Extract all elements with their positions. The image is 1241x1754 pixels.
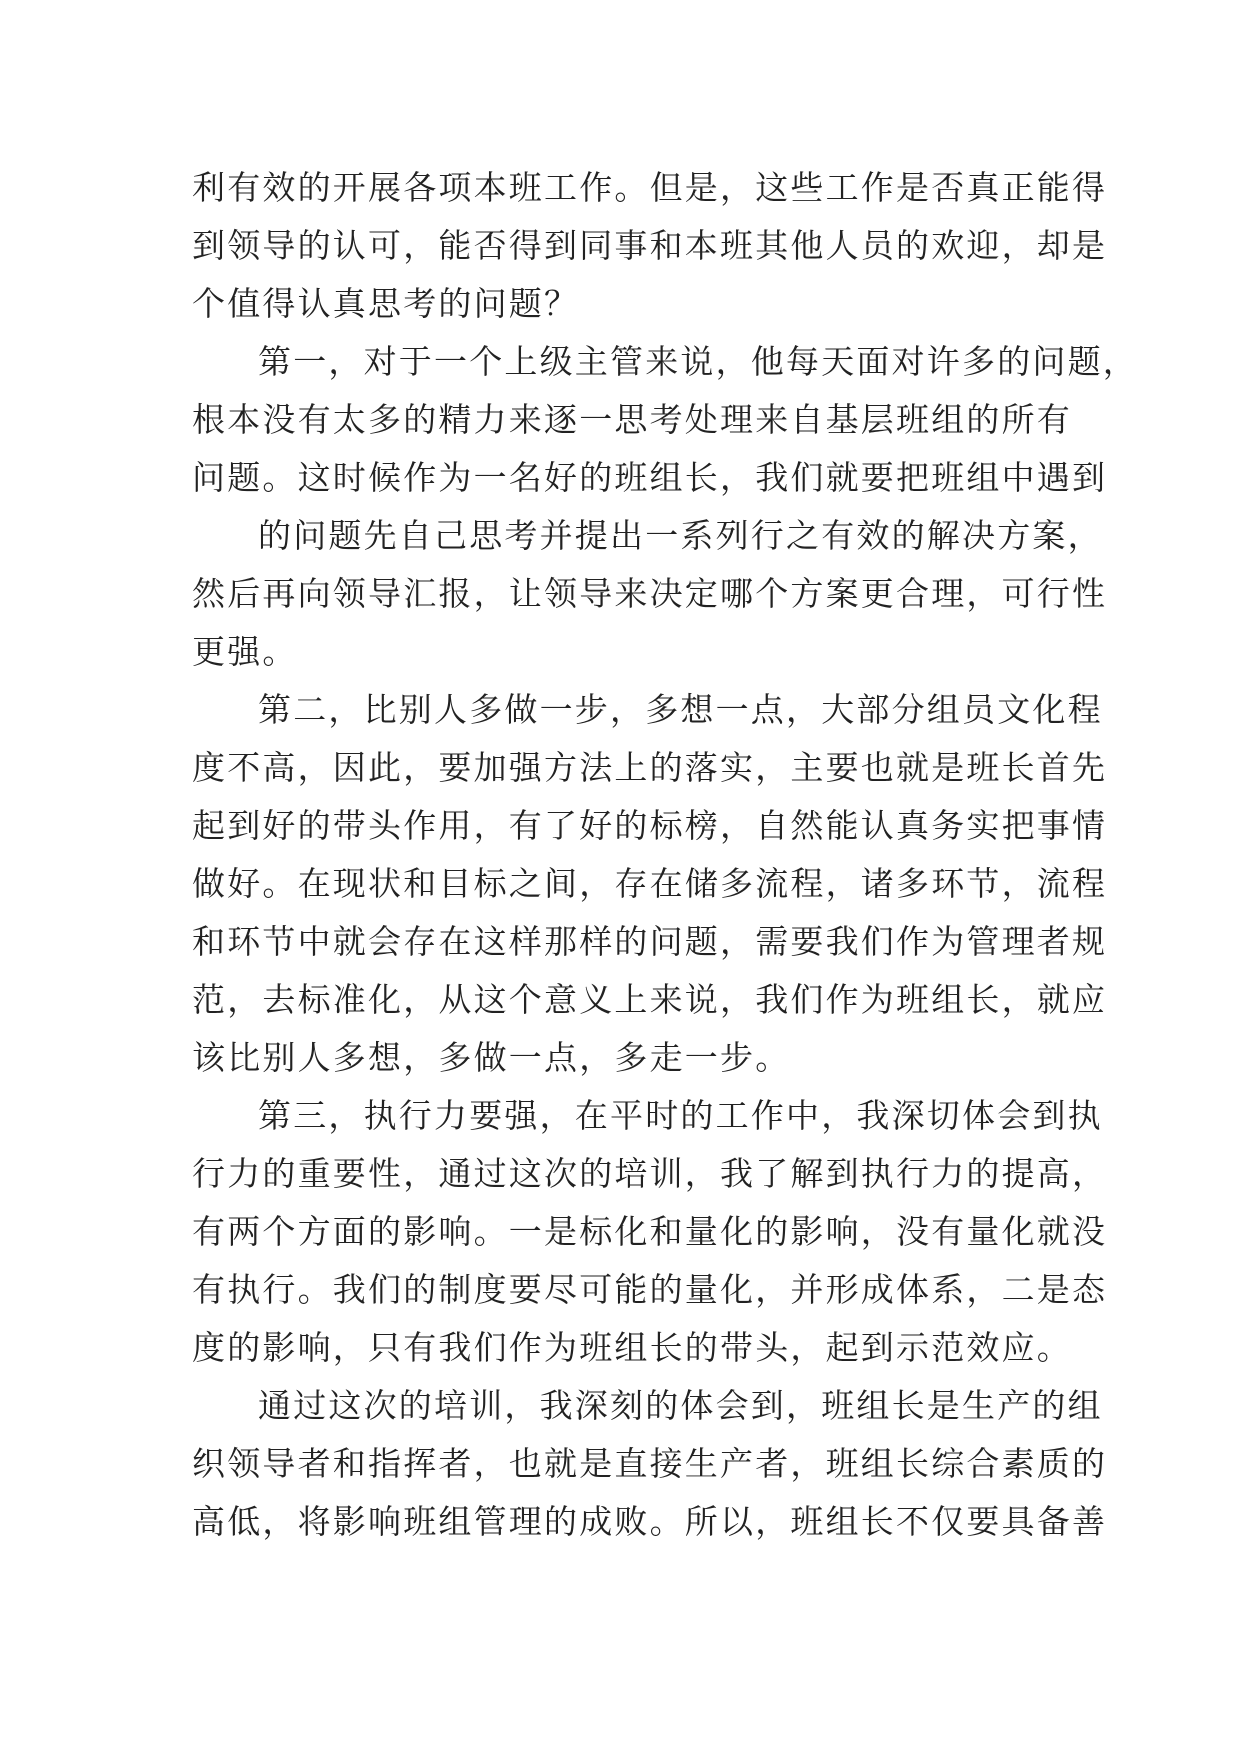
text-line-2: 到领导的认可，能否得到同事和本班其他人员的欢迎，却是	[192, 226, 1108, 265]
text-line-18: 行力的重要性，通过这次的培训，我了解到执行力的提高，	[192, 1154, 1108, 1193]
text-line-13: 做好。在现状和目标之间，存在储多流程，诸多环节，流程	[192, 864, 1108, 903]
text-line-5: 根本没有太多的精力来逐一思考处理来自基层班组的所有	[192, 400, 1072, 439]
text-line-3: 个值得认真思考的问题？	[192, 284, 580, 323]
text-line-19: 有两个方面的影响。一是标化和量化的影响，没有量化就没	[192, 1212, 1108, 1251]
text-line-16: 该比别人多想，多做一点，多走一步。	[192, 1038, 791, 1077]
text-line-21: 度的影响，只有我们作为班组长的带头，起到示范效应。	[192, 1328, 1072, 1367]
text-line-7: 的问题先自己思考并提出一系列行之有效的解决方案，	[258, 516, 1103, 555]
text-line-14: 和环节中就会存在这样那样的问题，需要我们作为管理者规	[192, 922, 1108, 961]
text-line-22: 通过这次的培训，我深刻的体会到，班组长是生产的组	[258, 1386, 1103, 1425]
text-line-6: 问题。这时候作为一名好的班组长，我们就要把班组中遇到	[192, 458, 1108, 497]
text-line-8: 然后再向领导汇报，让领导来决定哪个方案更合理，可行性	[192, 574, 1108, 613]
text-line-20: 有执行。我们的制度要尽可能的量化，并形成体系，二是态	[192, 1270, 1108, 1309]
text-line-10: 第二，比别人多做一步，多想一点，大部分组员文化程	[258, 690, 1103, 729]
text-line-23: 织领导者和指挥者，也就是直接生产者，班组长综合素质的	[192, 1444, 1108, 1483]
text-line-15: 范，去标准化，从这个意义上来说，我们作为班组长，就应	[192, 980, 1108, 1019]
text-line-24: 高低，将影响班组管理的成败。所以，班组长不仅要具备善	[192, 1502, 1108, 1541]
text-line-4: 第一，对于一个上级主管来说，他每天面对许多的问题，	[258, 342, 1138, 381]
text-line-1: 利有效的开展各项本班工作。但是，这些工作是否真正能得	[192, 168, 1108, 207]
text-line-11: 度不高，因此，要加强方法上的落实，主要也就是班长首先	[192, 748, 1108, 787]
text-line-9: 更强。	[192, 632, 298, 671]
text-line-17: 第三，执行力要强，在平时的工作中，我深切体会到执	[258, 1096, 1103, 1135]
text-line-12: 起到好的带头作用，有了好的标榜，自然能认真务实把事情	[192, 806, 1108, 845]
